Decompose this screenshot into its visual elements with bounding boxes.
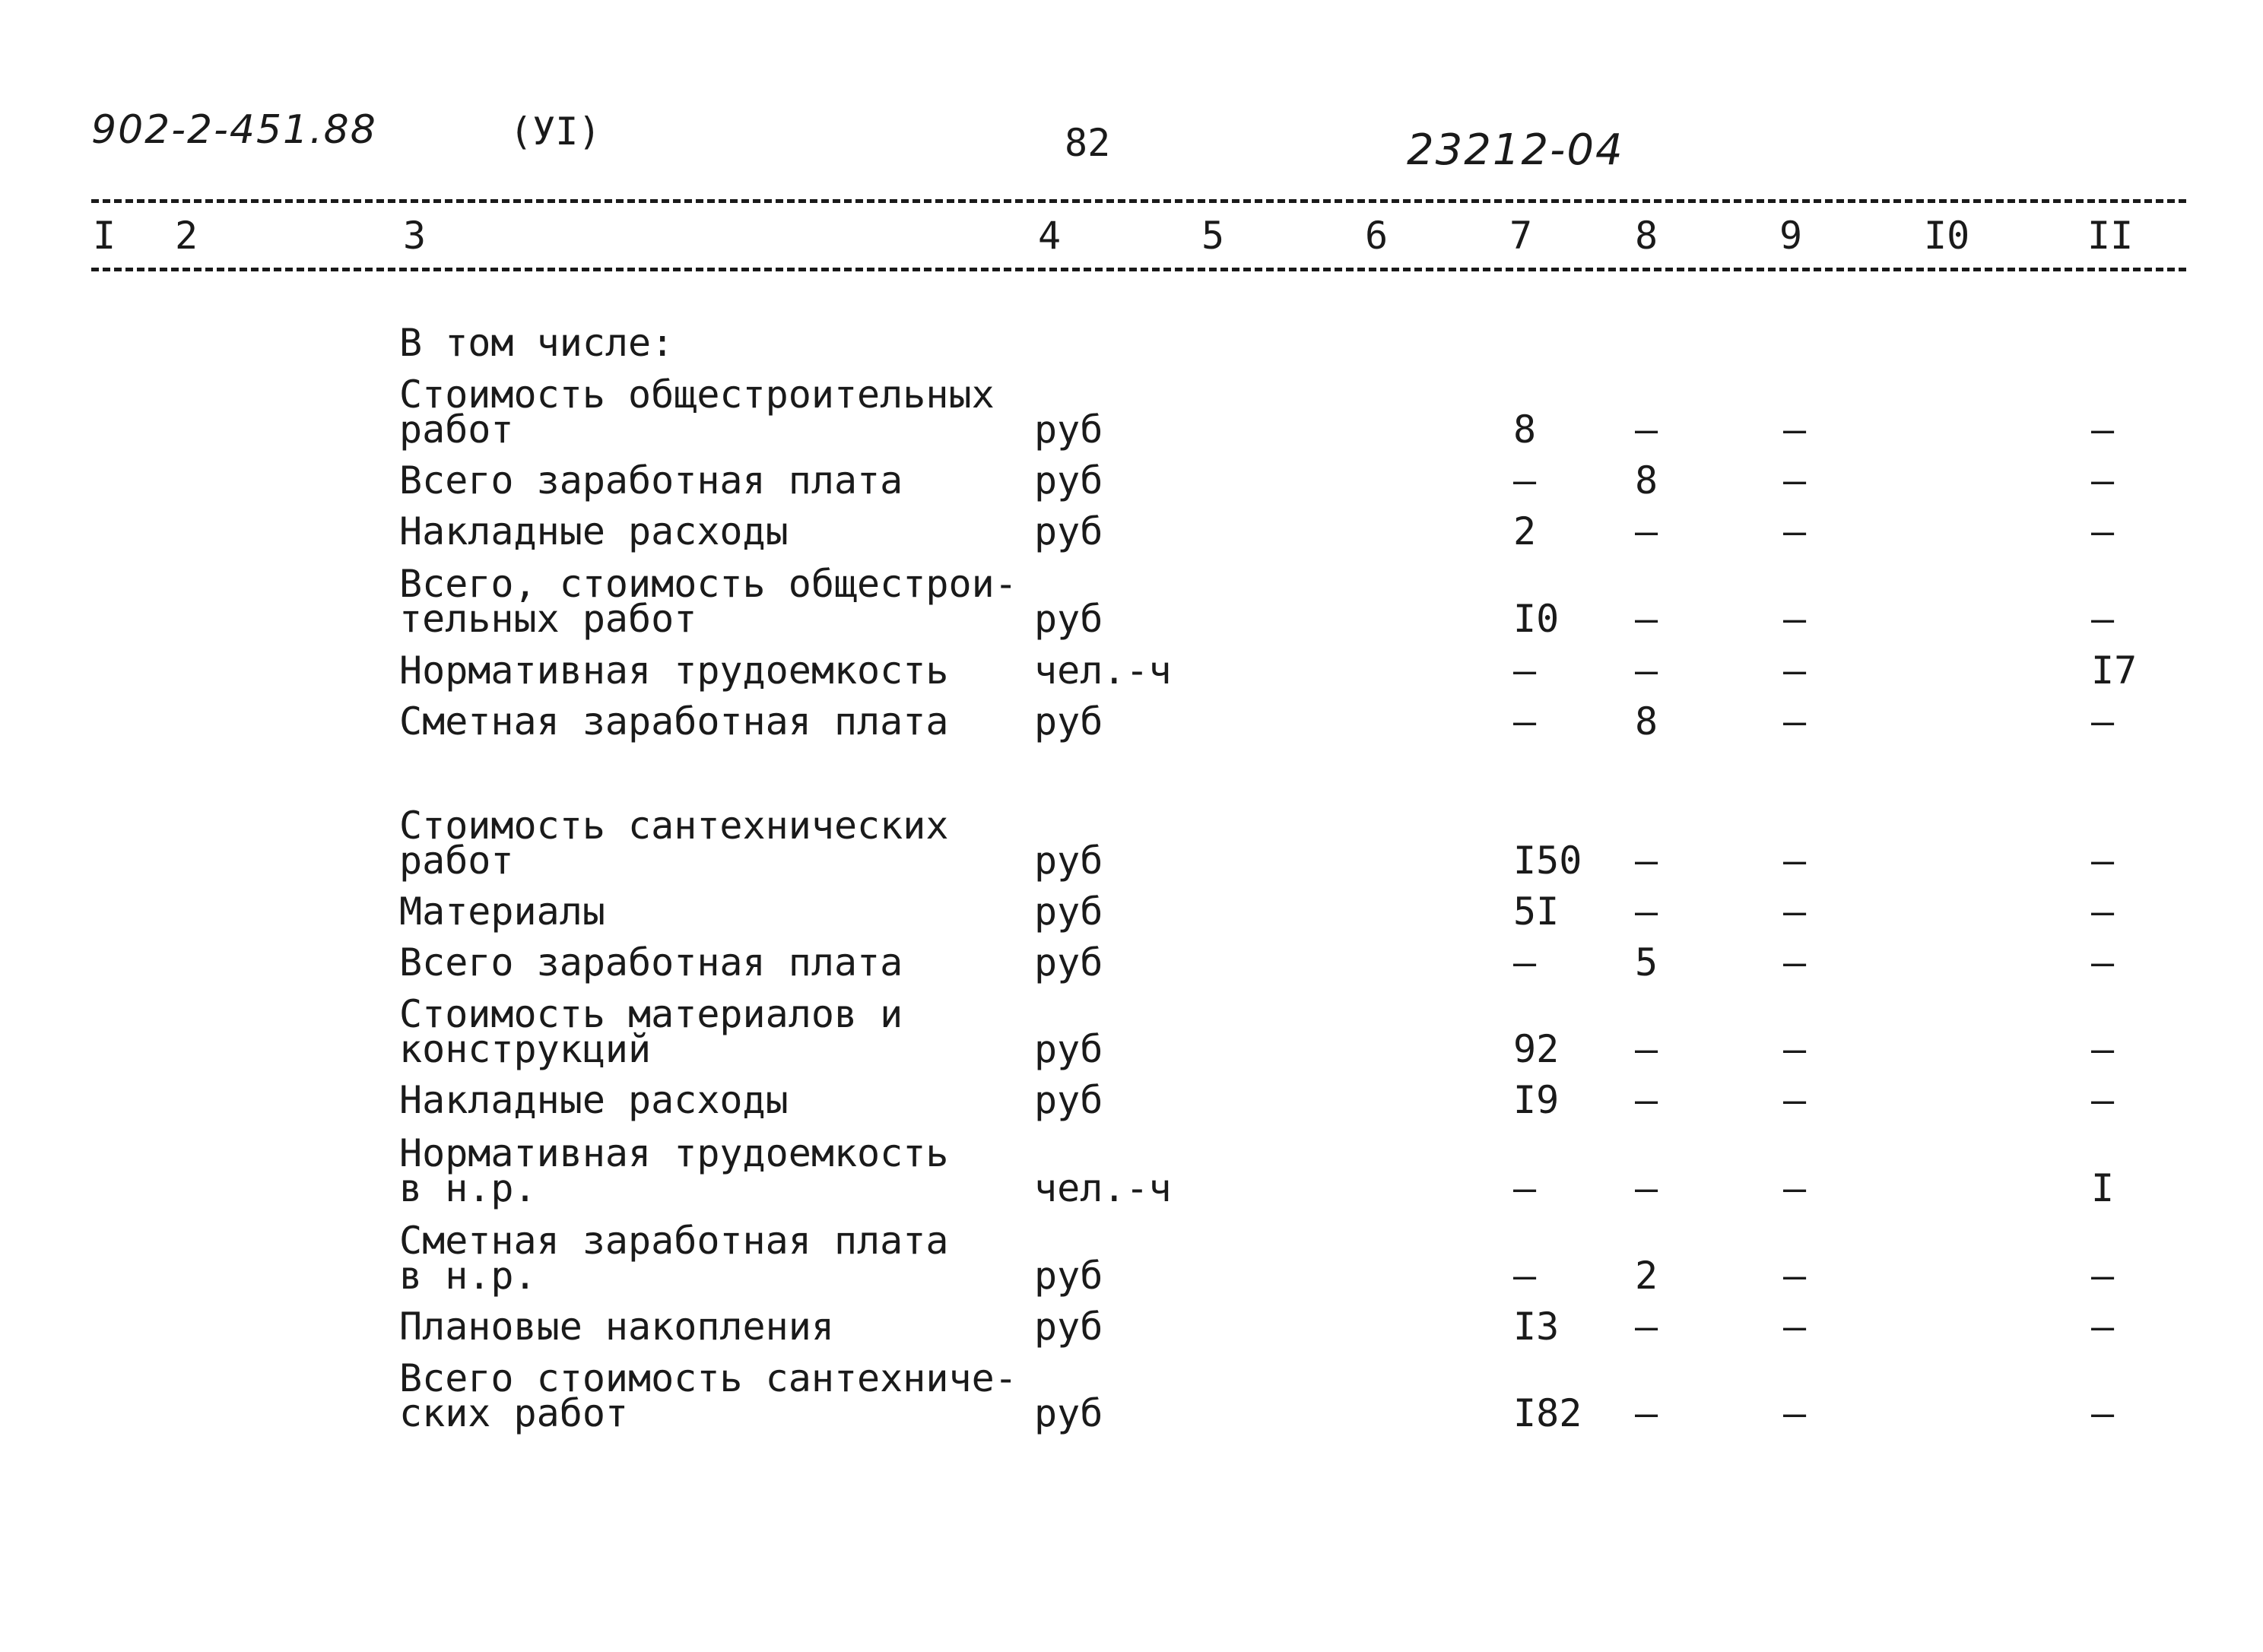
table-row	[0, 889, 2263, 934]
row-unit: руб	[1034, 839, 1103, 883]
row-col8: 8	[1635, 699, 1658, 744]
row-description: ских работ	[399, 1391, 629, 1435]
row-description: в н.р.	[399, 1254, 537, 1298]
row-col9: –	[1783, 1166, 1807, 1210]
row-description: тельных работ	[399, 597, 697, 641]
row-col11: I7	[2091, 648, 2138, 693]
row-col7: –	[1513, 648, 1537, 693]
row-col9: –	[1783, 1254, 1807, 1298]
row-col7: 2	[1513, 509, 1537, 553]
column-number-10: I0	[1924, 214, 1970, 258]
row-col9: –	[1783, 1305, 1807, 1349]
column-number-2: 2	[175, 214, 198, 258]
row-col11: –	[2091, 699, 2115, 744]
row-col8: 2	[1635, 1254, 1658, 1298]
row-description: Нормативная трудоемкость	[399, 648, 949, 693]
row-description: Накладные расходы	[399, 509, 789, 553]
row-unit: руб	[1034, 509, 1103, 553]
table-row	[0, 940, 2263, 985]
row-col7: 8	[1513, 407, 1537, 452]
row-col9: –	[1783, 1027, 1807, 1071]
row-col9: –	[1783, 839, 1807, 883]
reference-number: 23212-04	[1407, 125, 1624, 175]
column-number-11: II	[2087, 214, 2134, 258]
row-col8: –	[1635, 1305, 1658, 1349]
section-intro: В том числе:	[399, 321, 674, 365]
row-col8: –	[1635, 889, 1658, 934]
row-col8: 8	[1635, 458, 1658, 503]
row-col11: –	[2091, 839, 2115, 883]
row-col7: 5I	[1513, 889, 1560, 934]
row-col7: I3	[1513, 1305, 1560, 1349]
row-unit: руб	[1034, 597, 1103, 641]
row-col7: 92	[1513, 1027, 1560, 1071]
row-unit: руб	[1034, 1078, 1103, 1122]
row-col7: –	[1513, 458, 1537, 503]
row-description-line1: Сметная заработная плата	[399, 1219, 949, 1263]
row-col9: –	[1783, 597, 1807, 641]
table-row	[0, 804, 2263, 883]
column-number-8: 8	[1635, 214, 1658, 258]
row-col9: –	[1783, 509, 1807, 553]
row-description: конструкций	[399, 1027, 652, 1071]
row-col7: I0	[1513, 597, 1560, 641]
row-col11: –	[2091, 407, 2115, 452]
row-description-line1: Всего, стоимость общестрои-	[399, 562, 1017, 606]
row-col8: –	[1635, 1391, 1658, 1435]
row-unit: руб	[1034, 1305, 1103, 1349]
row-unit: чел.-ч	[1034, 1166, 1172, 1210]
table-row	[0, 458, 2263, 503]
row-col7: –	[1513, 699, 1537, 744]
row-unit: руб	[1034, 940, 1103, 985]
column-number-5: 5	[1201, 214, 1225, 258]
row-unit: руб	[1034, 407, 1103, 452]
row-col8: –	[1635, 1078, 1658, 1122]
document-code: 902-2-451.88	[91, 107, 377, 153]
row-col8: –	[1635, 648, 1658, 693]
row-col8: –	[1635, 839, 1658, 883]
table-row	[0, 1305, 2263, 1349]
page-number: 82	[1065, 121, 1111, 165]
row-col9: –	[1783, 889, 1807, 934]
row-col9: –	[1783, 1391, 1807, 1435]
row-description: работ	[399, 407, 514, 452]
row-description-line1: Стоимость сантехнических	[399, 804, 949, 848]
column-number-7: 7	[1509, 214, 1533, 258]
row-col8: –	[1635, 1166, 1658, 1210]
row-description: в н.р.	[399, 1166, 537, 1210]
row-col8: –	[1635, 509, 1658, 553]
table-row	[0, 699, 2263, 744]
table-row	[0, 648, 2263, 693]
column-number-4: 4	[1038, 214, 1062, 258]
row-unit: руб	[1034, 458, 1103, 503]
row-col9: –	[1783, 1078, 1807, 1122]
row-description: Всего заработная плата	[399, 458, 903, 503]
row-description-line1: Стоимость общестроительных	[399, 373, 995, 417]
row-col7: –	[1513, 940, 1537, 985]
row-description: Плановые накопления	[399, 1305, 834, 1349]
row-description-line1: Стоимость материалов и	[399, 992, 903, 1036]
column-number-1: I	[93, 214, 116, 258]
table-row	[0, 562, 2263, 641]
row-col9: –	[1783, 699, 1807, 744]
row-col7: I9	[1513, 1078, 1560, 1122]
row-description: Сметная заработная плата	[399, 699, 949, 744]
table-row	[0, 509, 2263, 553]
row-col11: –	[2091, 940, 2115, 985]
row-col11: –	[2091, 889, 2115, 934]
row-unit: руб	[1034, 1254, 1103, 1298]
part-number: (УI)	[509, 109, 601, 154]
row-col11: I	[2091, 1166, 2115, 1210]
row-col7: I50	[1513, 839, 1582, 883]
column-number-9: 9	[1779, 214, 1803, 258]
row-description: работ	[399, 839, 514, 883]
table-row	[0, 1131, 2263, 1210]
row-col11: –	[2091, 1391, 2115, 1435]
header-top-rule	[91, 199, 2186, 203]
row-col7: –	[1513, 1166, 1537, 1210]
row-description-line1: Нормативная трудоемкость	[399, 1131, 949, 1175]
row-col7: I82	[1513, 1391, 1582, 1435]
row-col11: –	[2091, 1254, 2115, 1298]
table-row	[0, 1356, 2263, 1435]
row-description: Всего заработная плата	[399, 940, 903, 985]
row-col9: –	[1783, 648, 1807, 693]
row-col9: –	[1783, 940, 1807, 985]
row-unit: чел.-ч	[1034, 648, 1172, 693]
row-description: Накладные расходы	[399, 1078, 789, 1122]
row-col11: –	[2091, 1027, 2115, 1071]
table-row	[0, 373, 2263, 452]
row-col8: –	[1635, 597, 1658, 641]
row-unit: руб	[1034, 889, 1103, 934]
row-description-line1: Всего стоимость сантехниче-	[399, 1356, 1017, 1400]
row-col8: –	[1635, 407, 1658, 452]
row-unit: руб	[1034, 1391, 1103, 1435]
row-col8: –	[1635, 1027, 1658, 1071]
row-col11: –	[2091, 1078, 2115, 1122]
column-number-6: 6	[1365, 214, 1389, 258]
column-number-3: 3	[403, 214, 427, 258]
table-row	[0, 1219, 2263, 1298]
row-unit: руб	[1034, 1027, 1103, 1071]
table-row	[0, 1078, 2263, 1122]
row-col7: –	[1513, 1254, 1537, 1298]
row-unit: руб	[1034, 699, 1103, 744]
row-col9: –	[1783, 407, 1807, 452]
row-col9: –	[1783, 458, 1807, 503]
row-col11: –	[2091, 1305, 2115, 1349]
row-col11: –	[2091, 509, 2115, 553]
row-description: Материалы	[399, 889, 605, 934]
table-row	[0, 992, 2263, 1071]
row-col8: 5	[1635, 940, 1658, 985]
header-bottom-rule	[91, 268, 2186, 271]
row-col11: –	[2091, 597, 2115, 641]
row-col11: –	[2091, 458, 2115, 503]
